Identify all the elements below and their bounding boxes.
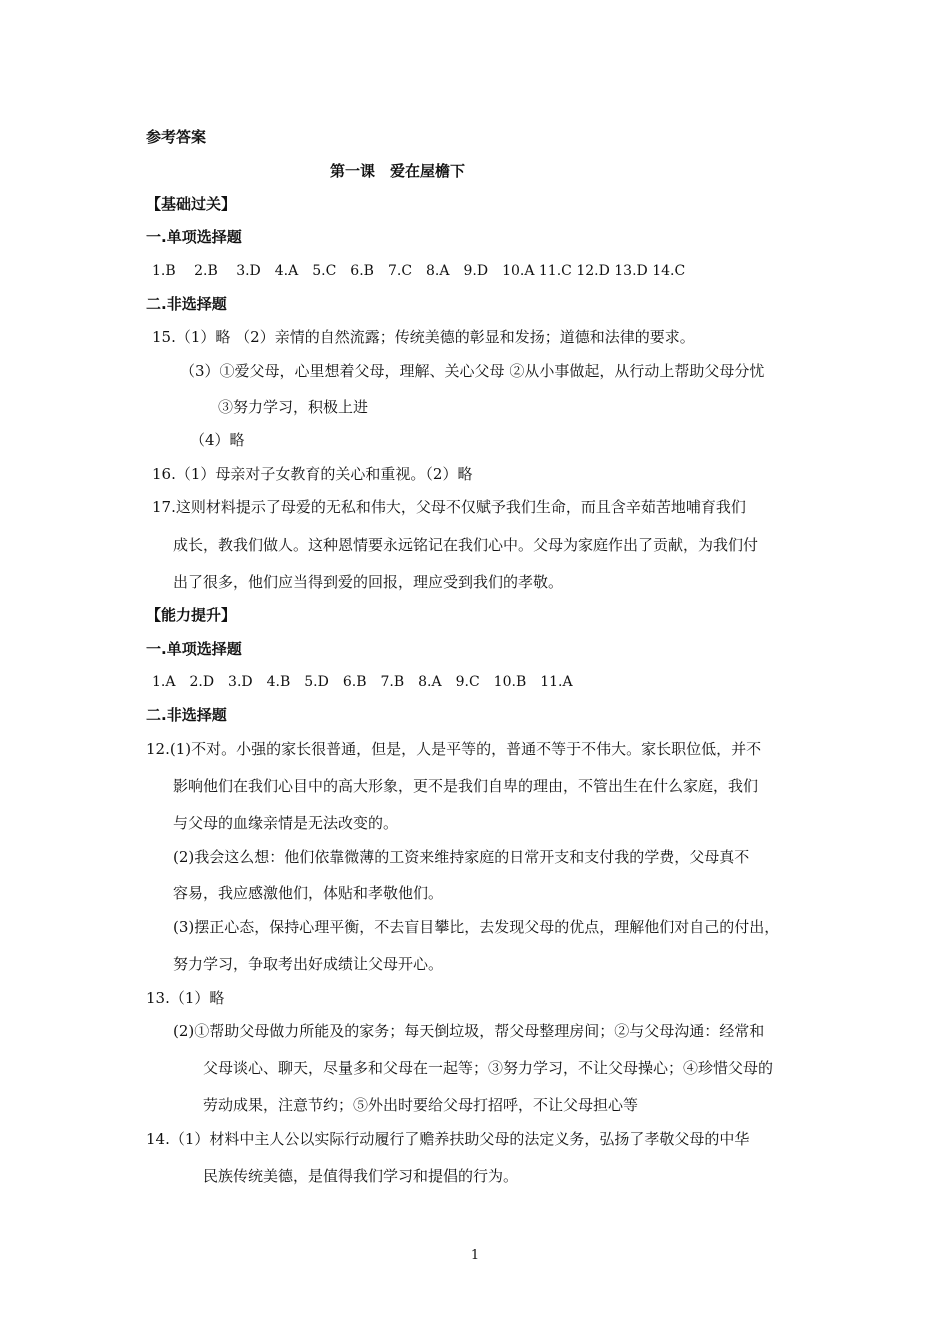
basic-choice-answers: 1.B 2.B 3.D 4.A 5.C 6.B 7.C 8.A 9.D 10.A 11.C 12.D 13.D 14.C <box>152 263 686 279</box>
q12-line: 12.(1)不对。小强的家长很普通，但是，人是平等的，普通不等于不伟大。家长职位低，并不 <box>146 740 762 758</box>
q14-line: 14.（1）材料中主人公以实际行动履行了赡养扶助父母的法定义务，弘扬了孝敬父母的中华 <box>146 1130 750 1148</box>
q15-line: （3）①爱父母，心里想着父母，理解、关心父母 ②从小事做起，从行动上帮助父母分忧 <box>180 362 765 380</box>
q12-line: 容易，我应感激他们，体贴和孝敬他们。 <box>173 884 444 902</box>
lesson-title: 第一课 爱在屋檐下 <box>330 162 466 180</box>
section-heading-basic: 【基础过关】 <box>146 195 237 213</box>
q17-line: 成长，教我们做人。这种恩情要永远铭记在我们心中。父母为家庭作出了贡献，为我们付 <box>173 536 759 554</box>
basic-nonchoice-heading: 二.非选择题 <box>146 295 227 313</box>
q12-line: (3)摆正心态，保持心理平衡，不去盲目攀比，去发现父母的优点，理解他们对自己的付出， <box>173 918 780 936</box>
section-heading-advanced: 【能力提升】 <box>146 606 237 624</box>
q13-line: (2)①帮助父母做力所能及的家务；每天倒垃圾，帮父母整理房间；②与父母沟通：经常和 <box>173 1022 765 1040</box>
q15-line: （4）略 <box>190 431 245 449</box>
advanced-nonchoice-heading: 二.非选择题 <box>146 706 227 724</box>
doc-title: 参考答案 <box>146 128 207 146</box>
q14-line: 民族传统美德，是值得我们学习和提倡的行为。 <box>203 1167 519 1185</box>
q15-line: 15.（1）略 （2）亲情的自然流露；传统美德的彰显和发扬；道德和法律的要求。 <box>152 328 695 346</box>
q12-line: 与父母的血缘亲情是无法改变的。 <box>173 814 399 832</box>
q12-line: 努力学习，争取考出好成绩让父母开心。 <box>173 955 444 973</box>
q13-line: 父母谈心、聊天，尽量多和父母在一起等；③努力学习，不让父母操心；④珍惜父母的 <box>203 1059 774 1077</box>
q12-line: (2)我会这么想：他们依靠微薄的工资来维持家庭的日常开支和支付我的学费，父母真不 <box>173 848 750 866</box>
q13-line: 劳动成果，注意节约；⑤外出时要给父母打招呼，不让父母担心等 <box>203 1096 639 1114</box>
q15-line: ③努力学习，积极上进 <box>218 398 369 416</box>
page-number: 1 <box>470 1248 480 1263</box>
q13-line: 13.（1）略 <box>146 989 225 1007</box>
q16-line: 16.（1）母亲对子女教育的关心和重视。（2）略 <box>152 465 473 483</box>
basic-choice-heading: 一.单项选择题 <box>146 228 242 246</box>
advanced-choice-answers: 1.A 2.D 3.D 4.B 5.D 6.B 7.B 8.A 9.C 10.B 11.A <box>152 674 573 690</box>
q17-line: 17.这则材料提示了母爱的无私和伟大，父母不仅赋予我们生命，而且含辛茹苦地哺育我们 <box>152 498 746 516</box>
q12-line: 影响他们在我们心目中的高大形象，更不是我们自卑的理由，不管出生在什么家庭，我们 <box>173 777 759 795</box>
advanced-choice-heading: 一.单项选择题 <box>146 640 242 658</box>
q17-line: 出了很多，他们应当得到爱的回报，理应受到我们的孝敬。 <box>173 573 564 591</box>
